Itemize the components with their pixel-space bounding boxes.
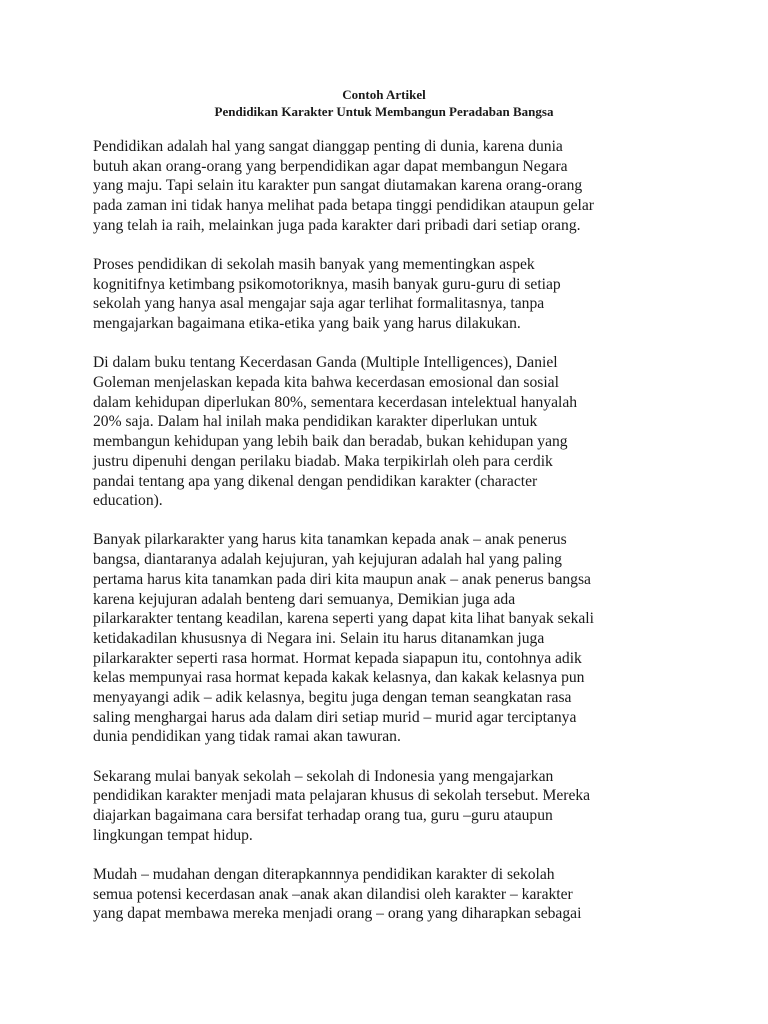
text-line: mengajarkan bagaimana etika-etika yang baik yang harus dilakukan. — [93, 315, 521, 333]
text-line: yang maju. Tapi selain itu karakter pun sangat diutamakan karena orang-orang — [93, 177, 583, 195]
text-line: bangsa, diantaranya adalah kejujuran, yah kejujuran adalah hal yang paling — [93, 551, 562, 569]
text-line: sekolah yang hanya asal mengajar saja agar terlihat formalitasnya, tanpa — [93, 295, 545, 313]
text-line: kognitifnya ketimbang psikomotoriknya, masih banyak guru-guru di setiap — [93, 275, 561, 293]
text-line: yang dapat membawa mereka menjadi orang – orang yang diharapkan sebagai — [93, 905, 582, 923]
text-line: justru dipenuhi dengan perilaku biadab. Maka terpikirlah oleh para cerdik — [93, 452, 553, 470]
paragraph — [93, 530, 675, 747]
text-line: butuh akan orang-orang yang berpendidikan agar dapat membangun Negara — [93, 157, 568, 175]
title-block — [93, 86, 675, 120]
text-line: pendidikan karakter menjadi mata pelajaran khusus di sekolah tersebut. Mereka — [93, 787, 591, 805]
text-line: pilarkarakter seperti rasa hormat. Hormat kepada siapapun itu, contohnya adik — [93, 649, 582, 667]
text-line: Proses pendidikan di sekolah masih banyak yang mementingkan aspek — [93, 256, 535, 274]
paragraph — [93, 137, 675, 236]
text-line: Goleman menjelaskan kepada kita bahwa kecerdasan emosional dan sosial — [93, 374, 559, 392]
text-line: pandai tentang apa yang dikenal dengan pendidikan karakter (character — [93, 472, 538, 490]
text-line: dalam kehidupan diperlukan 80%, sementara kecerdasan intelektual hanyalah — [93, 393, 578, 411]
text-line: semua potensi kecerdasan anak –anak akan dilandisi oleh karakter – karakter — [93, 885, 573, 903]
text-line: membangun kehidupan yang lebih baik dan beradab, bukan kehidupan yang — [93, 433, 568, 451]
paragraph — [93, 865, 675, 924]
text-line: yang telah ia raih, melainkan juga pada karakter dari pribadi dari setiap orang. — [93, 216, 581, 234]
text-line: menyayangi adik – adik kelasnya, begitu juga dengan teman seangkatan rasa — [93, 689, 572, 707]
text-line: education). — [93, 492, 163, 510]
text-line: pilarkarakter tentang keadilan, karena seperti yang dapat kita lihat banyak sekali — [93, 610, 594, 628]
text-line: karena kejujuran adalah benteng dari semuanya, Demikian juga ada — [93, 590, 516, 608]
paragraph — [93, 255, 675, 334]
text-line: dunia pendidikan yang tidak ramai akan tawuran. — [93, 728, 401, 746]
paragraph — [93, 767, 675, 846]
text-line: kelas mempunyai rasa hormat kepada kakak kelasnya, dan kakak kelasnya pun — [93, 669, 585, 687]
text-line: Banyak pilarkarakter yang harus kita tanamkan kepada anak – anak penerus — [93, 531, 567, 549]
text-line: saling menghargai harus ada dalam diri setiap murid – murid agar terciptanya — [93, 708, 577, 726]
text-line: diajarkan bagaimana cara bersifat terhadap orang tua, guru –guru ataupun — [93, 807, 553, 825]
text-line: pada zaman ini tidak hanya melihat pada betapa tinggi pendidikan ataupun gelar — [93, 197, 594, 215]
text-line: pertama harus kita tanamkan pada diri kita maupun anak – anak penerus bangsa — [93, 570, 591, 588]
article-body — [93, 137, 675, 944]
document-subtitle: Pendidikan Karakter Untuk Membangun Peradaban Bangsa — [214, 104, 554, 119]
text-line: Sekarang mulai banyak sekolah – sekolah di Indonesia yang mengajarkan — [93, 767, 554, 785]
paragraph — [93, 353, 675, 511]
text-line: Mudah – mudahan dengan diterapkannnya pendidikan karakter di sekolah — [93, 866, 555, 883]
text-line: ketidakadilan khususnya di Negara ini. Selain itu harus ditanamkan juga — [93, 629, 545, 647]
text-line: Di dalam buku tentang Kecerdasan Ganda (Multiple Intelligences), Daniel — [93, 354, 558, 372]
document-title: Contoh Artikel — [342, 87, 426, 102]
text-line: lingkungan tempat hidup. — [93, 826, 253, 844]
text-line: 20% saja. Dalam hal inilah maka pendidikan karakter diperlukan untuk — [93, 413, 538, 431]
text-line: Pendidikan adalah hal yang sangat dianggap penting di dunia, karena dunia — [93, 138, 563, 155]
